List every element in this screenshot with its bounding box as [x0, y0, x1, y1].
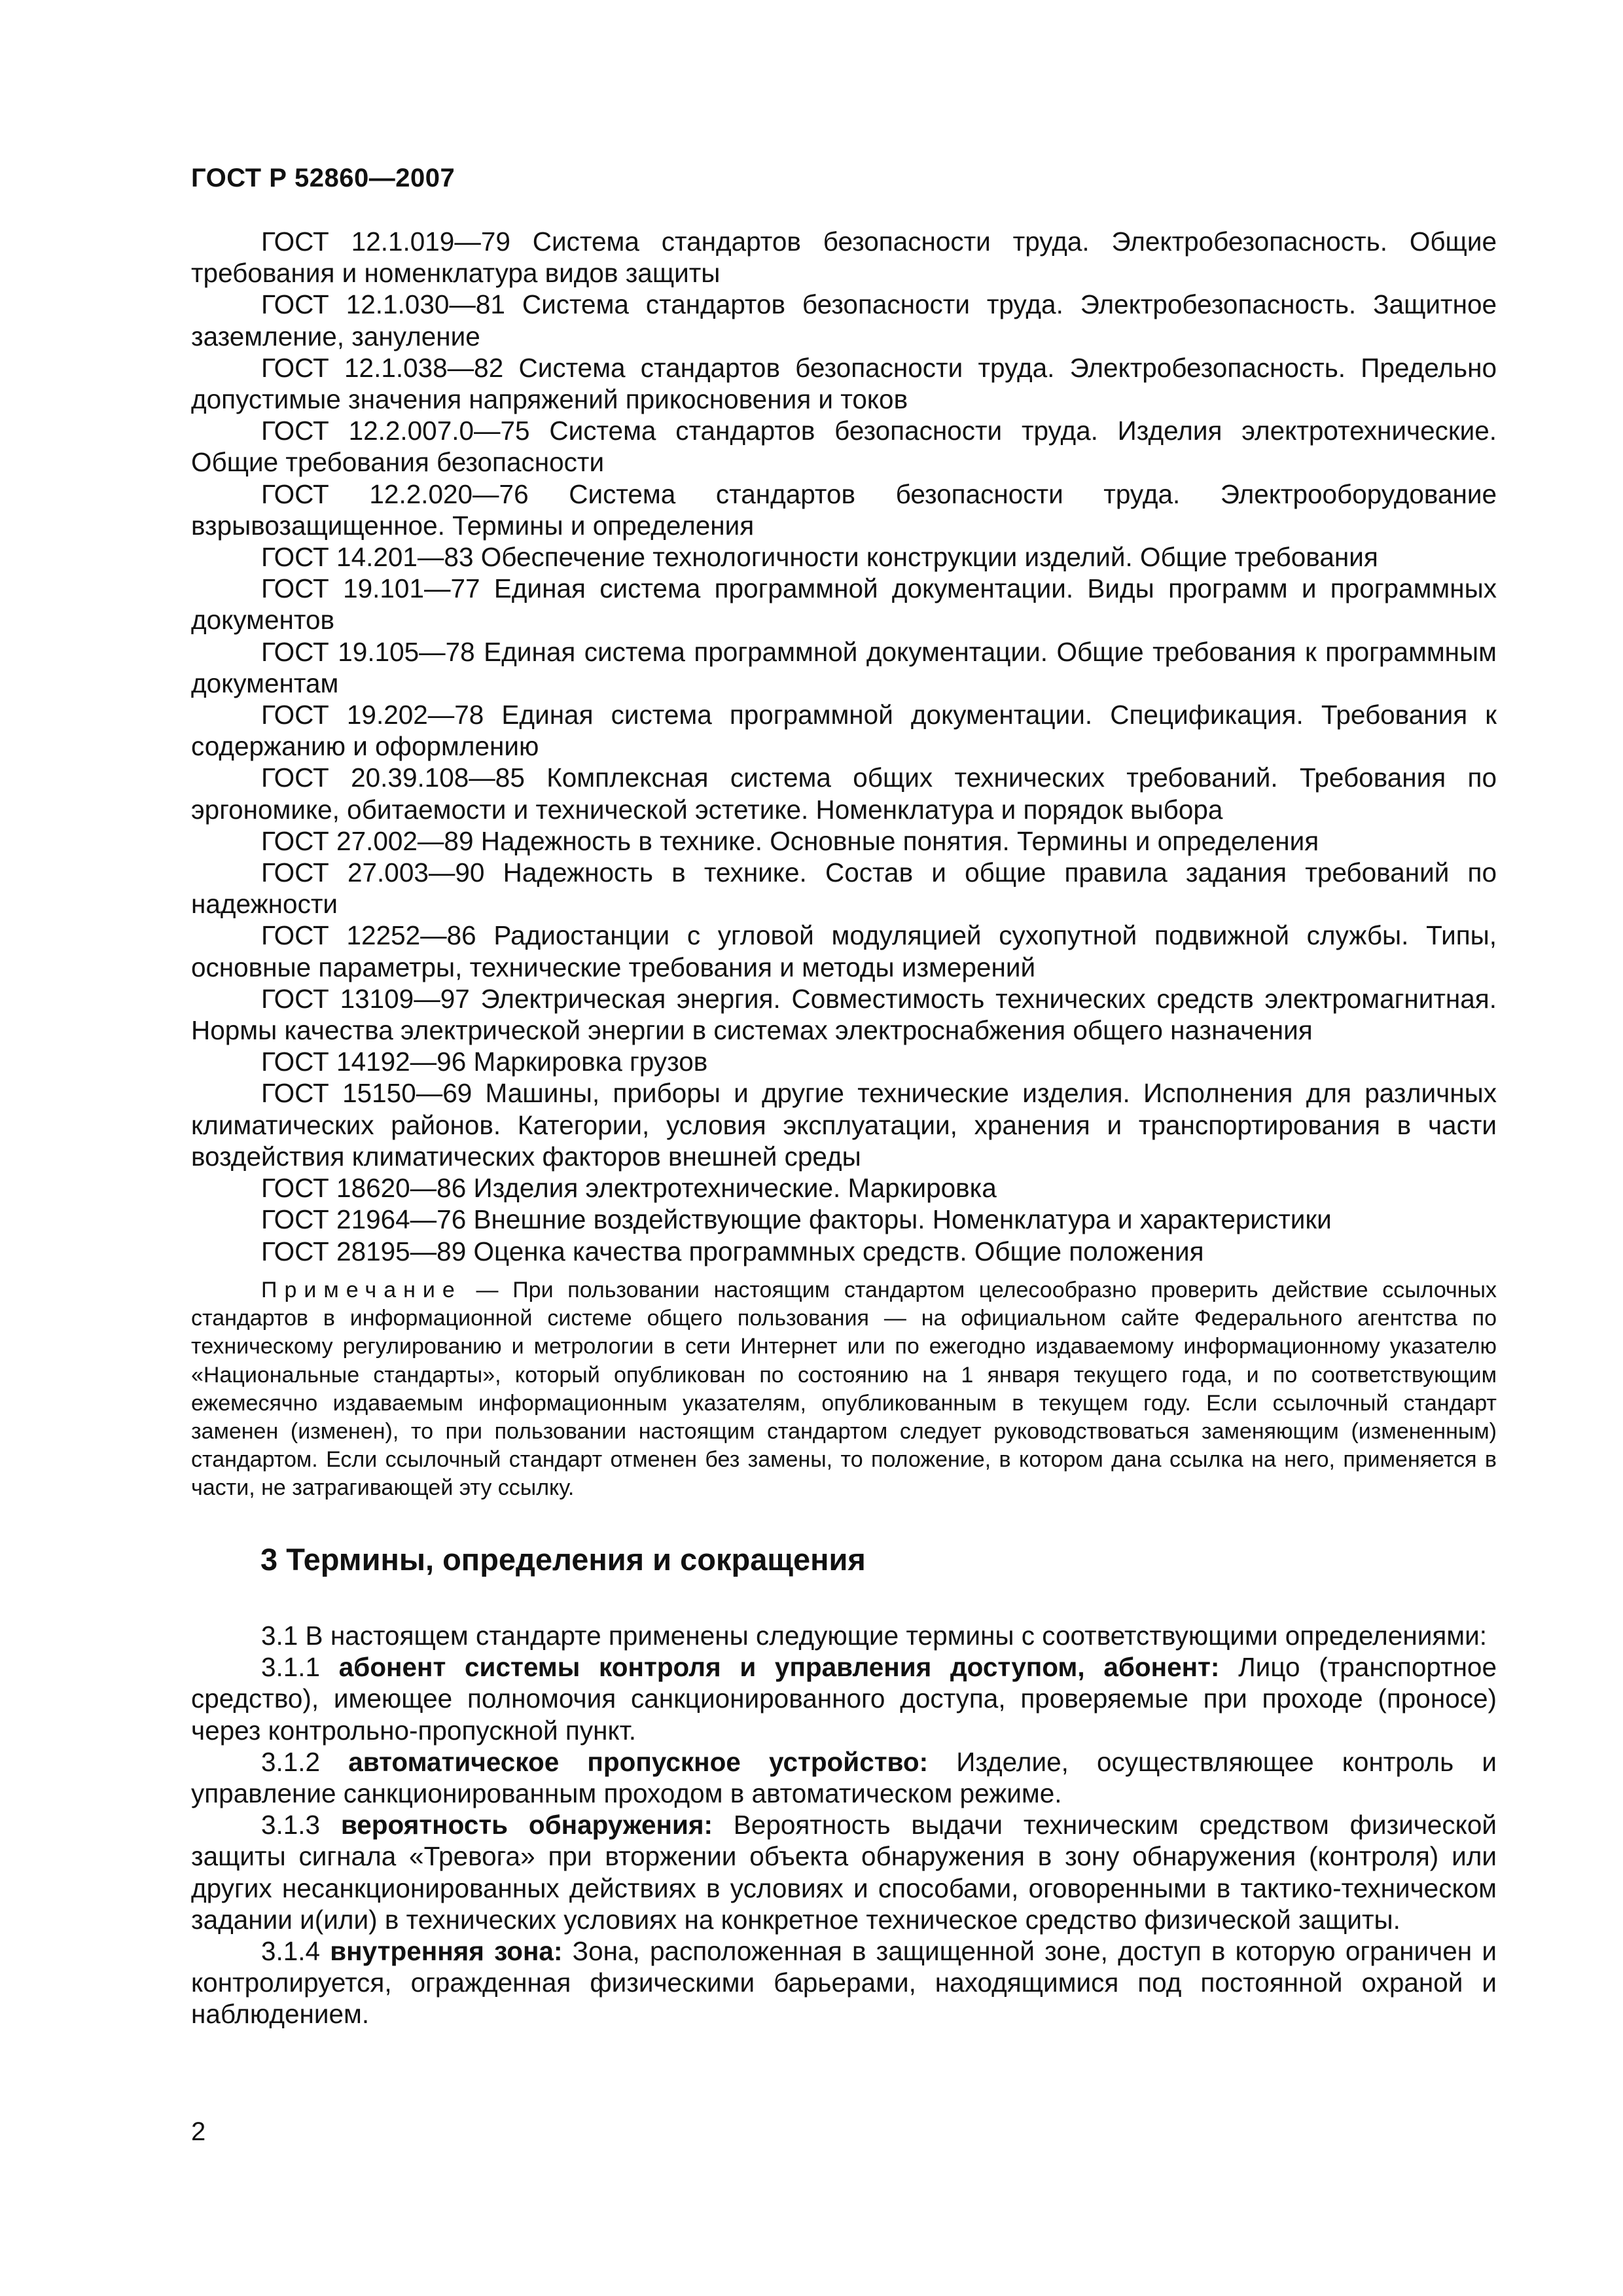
section-intro: 3.1 В настоящем стандарте применены следующие термины с соответствующими определениями: — [261, 1621, 1487, 1651]
term-text: Изделие, осуществляющее контроль и управление санкционированным проходом в автоматическом режиме. — [191, 1746, 1497, 1809]
reference-item: ГОСТ 14.201—83 Обеспечение технологичности конструкции изделий. Общие требования — [261, 542, 1378, 573]
note-text: — При пользовании настоящим стандартом целесообразно проверить действие ссылочных стандартов в информационной системе общего пользования — на официальном сайте Федерального агентства по техническому регулированию и метрологии в сети Интернет или по ежегодно издаваемому информационному указателю «Национальные стандарты», который опубликован по состоянию на 1 января текущего года, и по соответствующим ежемесячно издаваемым информационным указателям, опубликованным в текущем году. Если ссылочный стандарт заменен (изменен), то при пользовании настоящим стандартом следует руководствоваться заменяющим (измененным) стандартом. Если ссылочный стандарт отменен без замены, то положение, в котором дана ссылка на него, применяется в части, не затрагивающей эту ссылку. — [191, 1278, 1497, 1501]
reference-item: ГОСТ 12.2.020—76 Система стандартов безопасности труда. Электрооборудование взрывозащищенное. Термины и определения — [191, 478, 1497, 541]
reference-item: ГОСТ 12.1.038—82 Система стандартов безопасности труда. Электробезопасность. Предельно допустимые значения напряжений прикосновения и токов — [191, 352, 1497, 415]
term-number: 3.1.4 — [261, 1936, 330, 1967]
reference-item: ГОСТ 18620—86 Изделия электротехнические. Маркировка — [261, 1173, 997, 1204]
reference-item: ГОСТ 27.002—89 Надежность в технике. Основные понятия. Термины и определения — [261, 825, 1319, 856]
term-definition — [191, 1935, 1497, 2030]
term-name: абонент системы контроля и управления доступом, абонент: — [338, 1652, 1220, 1683]
term-text: Вероятность выдачи техническим средством физической защиты сигнала «Тревога» при вторжении объекта обнаружения в зону обнаружения (контроля) или других несанкционированных действиях в условиях и способами, оговоренными в тактико-техническом задании и(или) в технических условиях на конкретное техническое средство физической защиты. — [191, 1810, 1497, 1935]
note-label: Примечание — [261, 1278, 462, 1302]
reference-item: ГОСТ 20.39.108—85 Комплексная система общих технических требований. Требования по эргономике, обитаемости и технической эстетике. Номенклатура и порядок выбора — [191, 762, 1497, 825]
term-name: внутренняя зона: — [330, 1936, 563, 1967]
reference-item: ГОСТ 12.1.019—79 Система стандартов безопасности труда. Электробезопасность. Общие требования и номенклатура видов защиты — [191, 226, 1497, 289]
reference-note — [191, 1276, 1497, 1503]
term-name: вероятность обнаружения: — [340, 1810, 713, 1840]
reference-item: ГОСТ 14192—96 Маркировка грузов — [261, 1047, 708, 1077]
term-number: 3.1.3 — [261, 1810, 341, 1840]
term-number: 3.1.2 — [261, 1746, 349, 1777]
reference-item: ГОСТ 12252—86 Радиостанции с угловой модуляцией сухопутной подвижной службы. Типы, основные параметры, технические требования и методы измерений — [191, 920, 1497, 982]
term-text: Лицо (транспортное средство), имеющее полномочия санкционированного доступа, проверяемые при проходе (проносе) через контрольно-пропускной пункт. — [191, 1652, 1497, 1746]
normative-references-list — [191, 226, 1497, 1267]
term-definition — [191, 1651, 1497, 1746]
reference-item: ГОСТ 28195—89 Оценка качества программных средств. Общие положения — [261, 1236, 1204, 1266]
term-text: Зона, расположенная в защищенной зоне, доступ в которую ограничен и контролируется, огражденная физическими барьерами, находящимися под постоянной охраной и наблюдением. — [191, 1936, 1497, 2030]
section-title: 3 Термины, определения и сокращения — [260, 1542, 866, 1577]
term-name: автоматическое пропускное устройство: — [348, 1746, 929, 1777]
reference-item: ГОСТ 21964—76 Внешние воздействующие факторы. Номенклатура и характеристики — [261, 1204, 1332, 1235]
term-number: 3.1.1 — [261, 1652, 339, 1683]
reference-item: ГОСТ 15150—69 Машины, приборы и другие технические изделия. Исполнения для различных климатических районов. Категории, условия эксплуатации, хранения и транспортирования в части воздействия климатических факторов внешней среды — [191, 1078, 1497, 1172]
page-number: 2 — [191, 2117, 206, 2146]
reference-item: ГОСТ 12.2.007.0—75 Система стандартов безопасности труда. Изделия электротехнические. Общие требования безопасности — [191, 416, 1497, 478]
reference-item: ГОСТ 13109—97 Электрическая энергия. Совместимость технических средств электромагнитная. Нормы качества электрической энергии в системах электроснабжения общего назначения — [191, 983, 1497, 1046]
reference-item: ГОСТ 19.202—78 Единая система программной документации. Спецификация. Требования к содержанию и оформлению — [191, 700, 1497, 762]
document-header: ГОСТ Р 52860—2007 — [191, 164, 455, 192]
term-definition — [191, 1746, 1497, 1809]
term-definition — [191, 1809, 1497, 1935]
reference-item: ГОСТ 19.101—77 Единая система программной документации. Виды программ и программных документов — [191, 573, 1497, 636]
reference-item: ГОСТ 27.003—90 Надежность в технике. Состав и общие правила задания требований по надежности — [191, 857, 1497, 920]
reference-item: ГОСТ 19.105—78 Единая система программной документации. Общие требования к программным документам — [191, 636, 1497, 698]
terms-section — [191, 1620, 1497, 2030]
reference-item: ГОСТ 12.1.030—81 Система стандартов безопасности труда. Электробезопасность. Защитное заземление, зануление — [191, 289, 1497, 351]
